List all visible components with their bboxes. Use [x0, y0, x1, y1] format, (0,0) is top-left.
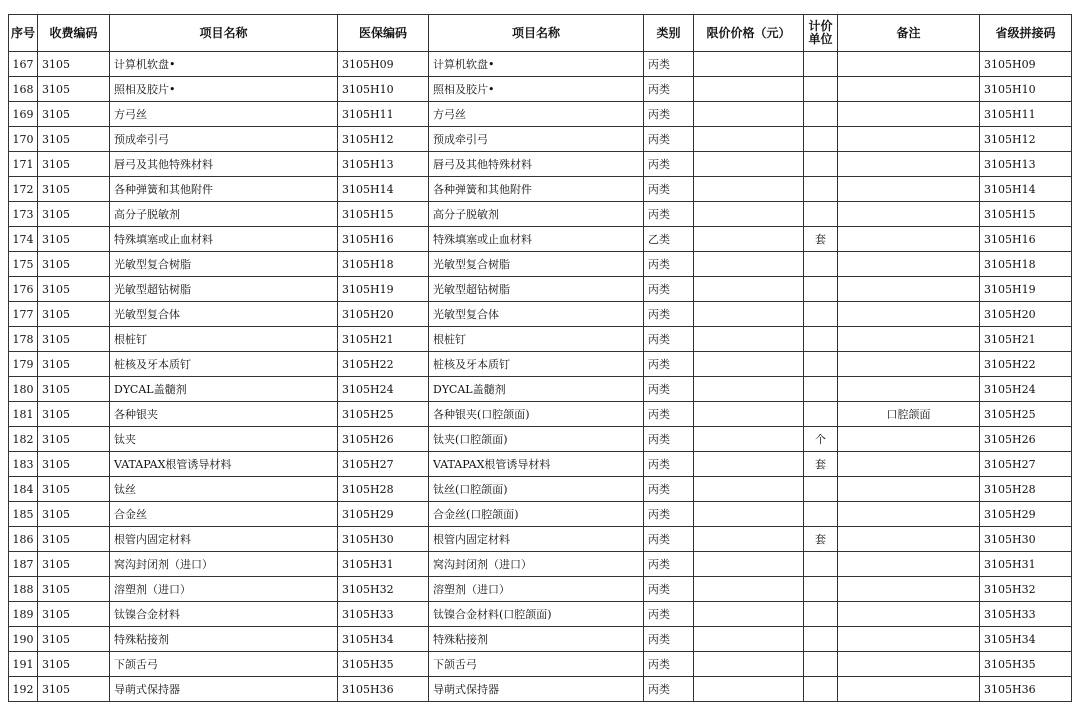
cell-insurance-item-name: 特殊填塞或止血材料	[429, 227, 644, 252]
table-row	[9, 252, 1072, 277]
cell-price-limit	[694, 77, 804, 102]
cell-insurance-code: 3105H10	[338, 77, 429, 102]
cell-province-code: 3105H13	[980, 152, 1072, 177]
table-row	[9, 427, 1072, 452]
cell-remarks	[838, 77, 980, 102]
cell-remarks	[838, 377, 980, 402]
cell-insurance-code: 3105H26	[338, 427, 429, 452]
table-row	[9, 352, 1072, 377]
cell-unit	[804, 577, 838, 602]
cell-category: 丙类	[644, 527, 694, 552]
cell-fee-code: 3105	[38, 152, 110, 177]
cell-fee-code: 3105	[38, 377, 110, 402]
cell-fee-code: 3105	[38, 577, 110, 602]
cell-insurance-code: 3105H12	[338, 127, 429, 152]
cell-category: 丙类	[644, 202, 694, 227]
cell-price-limit	[694, 477, 804, 502]
cell-insurance-code: 3105H33	[338, 602, 429, 627]
cell-unit	[804, 277, 838, 302]
cell-index: 167	[9, 52, 38, 77]
cell-unit	[804, 77, 838, 102]
cell-fee-code: 3105	[38, 202, 110, 227]
cell-insurance-item-name: 预成牵引弓	[429, 127, 644, 152]
cell-insurance-code: 3105H15	[338, 202, 429, 227]
cell-unit	[804, 102, 838, 127]
cell-item-name: 导萌式保持器	[110, 677, 338, 702]
cell-price-limit	[694, 677, 804, 702]
cell-index: 184	[9, 477, 38, 502]
cell-price-limit	[694, 277, 804, 302]
cell-province-code: 3105H33	[980, 602, 1072, 627]
cell-province-code: 3105H32	[980, 577, 1072, 602]
col-header-unit	[804, 15, 838, 52]
table-row	[9, 227, 1072, 252]
cell-item-name: 光敏型复合树脂	[110, 252, 338, 277]
cell-remarks	[838, 502, 980, 527]
cell-fee-code: 3105	[38, 52, 110, 77]
cell-province-code: 3105H11	[980, 102, 1072, 127]
cell-category: 丙类	[644, 352, 694, 377]
table-row	[9, 52, 1072, 77]
cell-price-limit	[694, 302, 804, 327]
cell-unit	[804, 627, 838, 652]
cell-unit: 个	[804, 427, 838, 452]
cell-insurance-code: 3105H25	[338, 402, 429, 427]
cell-remarks	[838, 327, 980, 352]
table-row	[9, 152, 1072, 177]
cell-insurance-item-name: 导萌式保持器	[429, 677, 644, 702]
cell-price-limit	[694, 327, 804, 352]
table-row	[9, 527, 1072, 552]
cell-index: 182	[9, 427, 38, 452]
cell-remarks	[838, 127, 980, 152]
cell-insurance-code: 3105H21	[338, 327, 429, 352]
cell-price-limit	[694, 502, 804, 527]
cell-category: 丙类	[644, 502, 694, 527]
cell-unit	[804, 552, 838, 577]
cell-item-name: 各种银夹	[110, 402, 338, 427]
cell-index: 177	[9, 302, 38, 327]
cell-unit	[804, 127, 838, 152]
cell-fee-code: 3105	[38, 502, 110, 527]
cell-price-limit	[694, 177, 804, 202]
cell-fee-code: 3105	[38, 352, 110, 377]
cell-category: 丙类	[644, 302, 694, 327]
cell-province-code: 3105H34	[980, 627, 1072, 652]
cell-index: 169	[9, 102, 38, 127]
cell-insurance-item-name: 合金丝(口腔颌面)	[429, 502, 644, 527]
cell-unit	[804, 352, 838, 377]
cell-insurance-code: 3105H27	[338, 452, 429, 477]
cell-unit	[804, 177, 838, 202]
cell-fee-code: 3105	[38, 402, 110, 427]
col-header-item-name: 项目名称	[110, 15, 338, 52]
cell-item-name: 唇弓及其他特殊材料	[110, 152, 338, 177]
cell-index: 185	[9, 502, 38, 527]
cell-remarks	[838, 227, 980, 252]
cell-price-limit	[694, 227, 804, 252]
cell-item-name: VATAPAX根管诱导材料	[110, 452, 338, 477]
cell-category: 丙类	[644, 452, 694, 477]
cell-index: 172	[9, 177, 38, 202]
cell-unit: 套	[804, 527, 838, 552]
cell-item-name: 特殊填塞或止血材料	[110, 227, 338, 252]
cell-insurance-code: 3105H19	[338, 277, 429, 302]
cell-insurance-code: 3105H11	[338, 102, 429, 127]
cell-index: 190	[9, 627, 38, 652]
cell-remarks	[838, 677, 980, 702]
cell-index: 168	[9, 77, 38, 102]
cell-category: 丙类	[644, 327, 694, 352]
cell-province-code: 3105H36	[980, 677, 1072, 702]
cell-province-code: 3105H26	[980, 427, 1072, 452]
cell-insurance-item-name: 钛夹(口腔颌面)	[429, 427, 644, 452]
cell-province-code: 3105H09	[980, 52, 1072, 77]
cell-item-name: 预成牵引弓	[110, 127, 338, 152]
unit-header-text: 计价单位	[808, 19, 833, 46]
cell-price-limit	[694, 252, 804, 277]
cell-remarks	[838, 252, 980, 277]
cell-fee-code: 3105	[38, 477, 110, 502]
cell-insurance-code: 3105H14	[338, 177, 429, 202]
cell-index: 173	[9, 202, 38, 227]
cell-insurance-item-name: 桩核及牙本质钉	[429, 352, 644, 377]
cell-category: 丙类	[644, 102, 694, 127]
cell-insurance-item-name: 溶塑剂（进口）	[429, 577, 644, 602]
cell-insurance-code: 3105H34	[338, 627, 429, 652]
cell-insurance-item-name: 各种银夹(口腔颌面)	[429, 402, 644, 427]
cell-province-code: 3105H35	[980, 652, 1072, 677]
cell-category: 丙类	[644, 152, 694, 177]
cell-unit	[804, 52, 838, 77]
cell-province-code: 3105H21	[980, 327, 1072, 352]
cell-province-code: 3105H16	[980, 227, 1072, 252]
cell-price-limit	[694, 352, 804, 377]
cell-remarks	[838, 527, 980, 552]
cell-remarks	[838, 652, 980, 677]
cell-unit	[804, 302, 838, 327]
table-row	[9, 177, 1072, 202]
cell-insurance-code: 3105H13	[338, 152, 429, 177]
cell-price-limit	[694, 652, 804, 677]
cell-index: 181	[9, 402, 38, 427]
cell-remarks	[838, 302, 980, 327]
cell-remarks	[838, 52, 980, 77]
cell-unit	[804, 252, 838, 277]
cell-category: 丙类	[644, 627, 694, 652]
table-row	[9, 302, 1072, 327]
cell-item-name: 溶塑剂（进口）	[110, 577, 338, 602]
col-header-price-limit: 限价价格（元）	[694, 15, 804, 52]
cell-insurance-code: 3105H31	[338, 552, 429, 577]
cell-unit	[804, 202, 838, 227]
cell-insurance-code: 3105H29	[338, 502, 429, 527]
cell-category: 丙类	[644, 402, 694, 427]
cell-unit	[804, 602, 838, 627]
fee-code-table	[8, 14, 1072, 702]
table-row	[9, 77, 1072, 102]
cell-index: 176	[9, 277, 38, 302]
cell-category: 乙类	[644, 227, 694, 252]
cell-remarks	[838, 452, 980, 477]
cell-insurance-code: 3105H35	[338, 652, 429, 677]
cell-category: 丙类	[644, 77, 694, 102]
cell-province-code: 3105H10	[980, 77, 1072, 102]
cell-index: 189	[9, 602, 38, 627]
cell-insurance-code: 3105H18	[338, 252, 429, 277]
cell-price-limit	[694, 602, 804, 627]
col-header-category: 类别	[644, 15, 694, 52]
cell-category: 丙类	[644, 677, 694, 702]
cell-category: 丙类	[644, 52, 694, 77]
cell-price-limit	[694, 52, 804, 77]
cell-fee-code: 3105	[38, 602, 110, 627]
cell-category: 丙类	[644, 177, 694, 202]
table-row	[9, 577, 1072, 602]
cell-remarks	[838, 177, 980, 202]
table-row	[9, 127, 1072, 152]
cell-fee-code: 3105	[38, 127, 110, 152]
cell-category: 丙类	[644, 252, 694, 277]
cell-insurance-item-name: 窝沟封闭剂（进口）	[429, 552, 644, 577]
cell-price-limit	[694, 402, 804, 427]
cell-index: 174	[9, 227, 38, 252]
cell-insurance-item-name: 钛镍合金材料(口腔颌面)	[429, 602, 644, 627]
cell-remarks	[838, 102, 980, 127]
cell-fee-code: 3105	[38, 302, 110, 327]
cell-fee-code: 3105	[38, 252, 110, 277]
cell-unit: 套	[804, 452, 838, 477]
col-header-insurance-code: 医保编码	[338, 15, 429, 52]
cell-item-name: 照相及胶片•	[110, 77, 338, 102]
cell-category: 丙类	[644, 477, 694, 502]
cell-price-limit	[694, 627, 804, 652]
cell-province-code: 3105H25	[980, 402, 1072, 427]
cell-insurance-item-name: 下颌舌弓	[429, 652, 644, 677]
cell-index: 179	[9, 352, 38, 377]
cell-item-name: 高分子脱敏剂	[110, 202, 338, 227]
cell-insurance-code: 3105H22	[338, 352, 429, 377]
cell-item-name: 钛丝	[110, 477, 338, 502]
cell-unit	[804, 327, 838, 352]
cell-price-limit	[694, 452, 804, 477]
cell-remarks	[838, 352, 980, 377]
cell-insurance-item-name: 光敏型复合树脂	[429, 252, 644, 277]
table-row	[9, 677, 1072, 702]
cell-province-code: 3105H18	[980, 252, 1072, 277]
cell-category: 丙类	[644, 552, 694, 577]
cell-insurance-item-name: VATAPAX根管诱导材料	[429, 452, 644, 477]
cell-category: 丙类	[644, 602, 694, 627]
cell-insurance-item-name: 方弓丝	[429, 102, 644, 127]
cell-fee-code: 3105	[38, 227, 110, 252]
cell-price-limit	[694, 552, 804, 577]
cell-remarks: 口腔颌面	[838, 402, 980, 427]
cell-province-code: 3105H15	[980, 202, 1072, 227]
cell-unit	[804, 652, 838, 677]
cell-insurance-code: 3105H28	[338, 477, 429, 502]
cell-item-name: 合金丝	[110, 502, 338, 527]
cell-insurance-item-name: 高分子脱敏剂	[429, 202, 644, 227]
cell-price-limit	[694, 577, 804, 602]
cell-insurance-item-name: 唇弓及其他特殊材料	[429, 152, 644, 177]
table-row	[9, 652, 1072, 677]
cell-fee-code: 3105	[38, 527, 110, 552]
cell-remarks	[838, 627, 980, 652]
cell-unit	[804, 677, 838, 702]
cell-item-name: 下颌舌弓	[110, 652, 338, 677]
table-row	[9, 552, 1072, 577]
cell-item-name: 计算机软盘•	[110, 52, 338, 77]
cell-item-name: 根管内固定材料	[110, 527, 338, 552]
col-header-index: 序号	[9, 15, 38, 52]
cell-fee-code: 3105	[38, 327, 110, 352]
cell-insurance-code: 3105H32	[338, 577, 429, 602]
col-header-fee-code: 收费编码	[38, 15, 110, 52]
cell-province-code: 3105H19	[980, 277, 1072, 302]
cell-item-name: 特殊粘接剂	[110, 627, 338, 652]
cell-province-code: 3105H28	[980, 477, 1072, 502]
cell-fee-code: 3105	[38, 102, 110, 127]
cell-index: 186	[9, 527, 38, 552]
cell-item-name: 桩核及牙本质钉	[110, 352, 338, 377]
cell-province-code: 3105H29	[980, 502, 1072, 527]
cell-fee-code: 3105	[38, 77, 110, 102]
cell-item-name: 光敏型复合体	[110, 302, 338, 327]
cell-province-code: 3105H27	[980, 452, 1072, 477]
table-row	[9, 402, 1072, 427]
cell-insurance-code: 3105H36	[338, 677, 429, 702]
cell-fee-code: 3105	[38, 427, 110, 452]
cell-province-code: 3105H14	[980, 177, 1072, 202]
col-header-province-code: 省级拼接码	[980, 15, 1072, 52]
cell-item-name: 各种弹簧和其他附件	[110, 177, 338, 202]
table-row	[9, 102, 1072, 127]
table-row	[9, 377, 1072, 402]
cell-category: 丙类	[644, 127, 694, 152]
cell-insurance-item-name: 计算机软盘•	[429, 52, 644, 77]
cell-index: 187	[9, 552, 38, 577]
cell-fee-code: 3105	[38, 627, 110, 652]
cell-index: 180	[9, 377, 38, 402]
cell-unit: 套	[804, 227, 838, 252]
cell-remarks	[838, 552, 980, 577]
header-row	[9, 15, 1072, 52]
cell-item-name: DYCAL盖髓剂	[110, 377, 338, 402]
cell-item-name: 钛镍合金材料	[110, 602, 338, 627]
cell-insurance-item-name: 根管内固定材料	[429, 527, 644, 552]
cell-index: 175	[9, 252, 38, 277]
cell-remarks	[838, 277, 980, 302]
cell-province-code: 3105H24	[980, 377, 1072, 402]
cell-fee-code: 3105	[38, 277, 110, 302]
cell-insurance-item-name: 钛丝(口腔颌面)	[429, 477, 644, 502]
cell-price-limit	[694, 152, 804, 177]
cell-insurance-code: 3105H20	[338, 302, 429, 327]
cell-unit	[804, 152, 838, 177]
table-row	[9, 277, 1072, 302]
cell-index: 192	[9, 677, 38, 702]
cell-fee-code: 3105	[38, 677, 110, 702]
table-row	[9, 502, 1072, 527]
cell-price-limit	[694, 427, 804, 452]
cell-item-name: 根桩钉	[110, 327, 338, 352]
cell-insurance-item-name: 各种弹簧和其他附件	[429, 177, 644, 202]
cell-index: 183	[9, 452, 38, 477]
table-row	[9, 477, 1072, 502]
cell-insurance-item-name: 光敏型复合体	[429, 302, 644, 327]
cell-item-name: 钛夹	[110, 427, 338, 452]
cell-insurance-item-name: DYCAL盖髓剂	[429, 377, 644, 402]
cell-insurance-item-name: 特殊粘接剂	[429, 627, 644, 652]
cell-insurance-item-name: 根桩钉	[429, 327, 644, 352]
cell-remarks	[838, 202, 980, 227]
cell-item-name: 窝沟封闭剂（进口）	[110, 552, 338, 577]
cell-province-code: 3105H22	[980, 352, 1072, 377]
cell-unit	[804, 502, 838, 527]
cell-category: 丙类	[644, 652, 694, 677]
cell-province-code: 3105H31	[980, 552, 1072, 577]
cell-category: 丙类	[644, 427, 694, 452]
cell-insurance-code: 3105H09	[338, 52, 429, 77]
cell-item-name: 光敏型超钻树脂	[110, 277, 338, 302]
cell-remarks	[838, 602, 980, 627]
cell-remarks	[838, 577, 980, 602]
cell-price-limit	[694, 377, 804, 402]
cell-fee-code: 3105	[38, 652, 110, 677]
col-header-remarks: 备注	[838, 15, 980, 52]
cell-category: 丙类	[644, 577, 694, 602]
cell-category: 丙类	[644, 377, 694, 402]
cell-price-limit	[694, 527, 804, 552]
table-row	[9, 627, 1072, 652]
cell-index: 191	[9, 652, 38, 677]
table-row	[9, 452, 1072, 477]
cell-fee-code: 3105	[38, 452, 110, 477]
cell-price-limit	[694, 127, 804, 152]
cell-category: 丙类	[644, 277, 694, 302]
cell-province-code: 3105H20	[980, 302, 1072, 327]
cell-price-limit	[694, 202, 804, 227]
table-row	[9, 202, 1072, 227]
table-row	[9, 327, 1072, 352]
cell-fee-code: 3105	[38, 552, 110, 577]
cell-insurance-item-name: 照相及胶片•	[429, 77, 644, 102]
cell-unit	[804, 402, 838, 427]
table-row	[9, 602, 1072, 627]
cell-index: 170	[9, 127, 38, 152]
cell-item-name: 方弓丝	[110, 102, 338, 127]
cell-insurance-item-name: 光敏型超钻树脂	[429, 277, 644, 302]
cell-unit	[804, 377, 838, 402]
col-header-insurance-item-name: 项目名称	[429, 15, 644, 52]
cell-insurance-code: 3105H24	[338, 377, 429, 402]
cell-index: 178	[9, 327, 38, 352]
cell-fee-code: 3105	[38, 177, 110, 202]
cell-insurance-code: 3105H16	[338, 227, 429, 252]
cell-price-limit	[694, 102, 804, 127]
cell-remarks	[838, 427, 980, 452]
cell-index: 188	[9, 577, 38, 602]
cell-insurance-code: 3105H30	[338, 527, 429, 552]
cell-remarks	[838, 152, 980, 177]
cell-unit	[804, 477, 838, 502]
cell-remarks	[838, 477, 980, 502]
cell-index: 171	[9, 152, 38, 177]
cell-province-code: 3105H12	[980, 127, 1072, 152]
cell-province-code: 3105H30	[980, 527, 1072, 552]
